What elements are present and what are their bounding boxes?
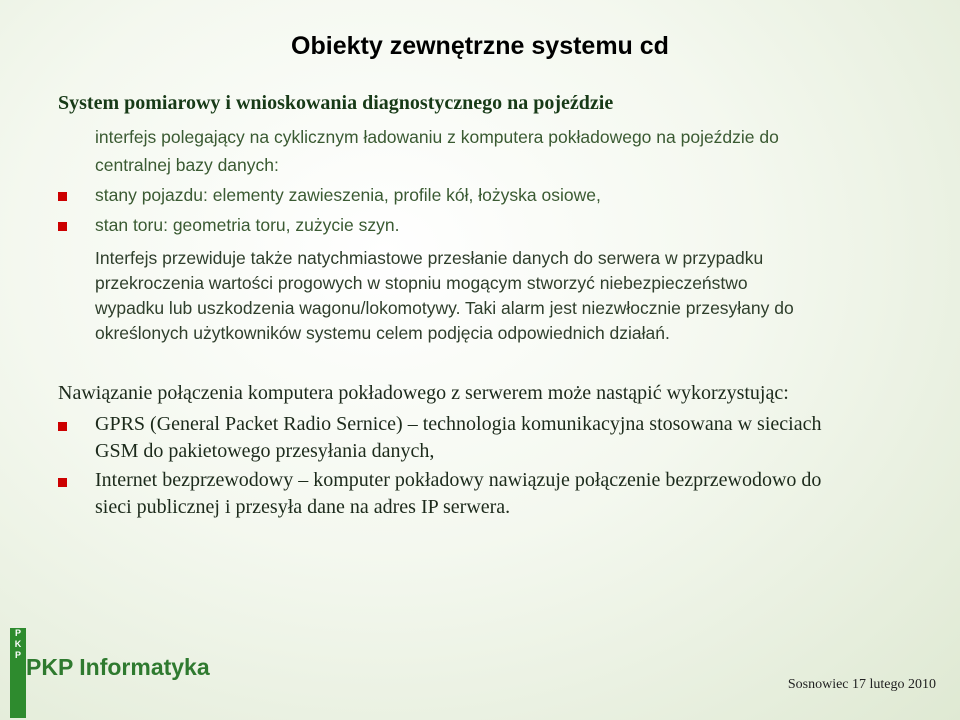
bullet-item: stany pojazdu: elementy zawieszenia, profile kół, łożyska osiowe,: [95, 185, 601, 205]
bullet-item: stan toru: geometria toru, zużycie szyn.: [95, 215, 400, 235]
brand-name: PKP Informatyka: [26, 654, 210, 680]
paragraph-line: wypadku lub uszkodzenia wagonu/lokomotywy. Taki alarm jest niezwłocznie przesyłany do: [95, 298, 794, 318]
bullet-marker: [58, 192, 67, 201]
logo-letter: K: [14, 639, 22, 649]
intro-line-2: centralnej bazy danych:: [95, 155, 279, 175]
logo-letter: P: [14, 650, 21, 660]
paragraph-line: Interfejs przewiduje także natychmiastowe przesłanie danych do serwera w przypadku: [95, 248, 764, 268]
section-heading-1: System pomiarowy i wnioskowania diagnostycznego na pojeździe: [58, 92, 614, 114]
logo-letter: P: [14, 628, 21, 638]
bullet-marker: [58, 422, 67, 431]
footer-date: Sosnowiec 17 lutego 2010: [787, 677, 936, 692]
bullet-marker: [58, 478, 67, 487]
bullet-item-line-1: GPRS (General Packet Radio Sernice) – technologia komunikacyjna stosowana w sieciach: [95, 413, 822, 435]
slide-title: Obiekty zewnętrzne systemu cd: [291, 32, 669, 60]
bullet-marker: [58, 222, 67, 231]
bullet-item-line-2: GSM do pakietowego przesyłania danych,: [95, 440, 435, 462]
paragraph-line: określonych użytkowników systemu celem podjęcia odpowiednich działań.: [95, 323, 670, 343]
intro-line-1: interfejs polegający na cyklicznym ładowaniu z komputera pokładowego na pojeździe do: [95, 127, 779, 147]
pkp-logo-icon: [10, 628, 26, 718]
bullet-item-line-2: sieci publicznej i przesyła dane na adres IP serwera.: [95, 496, 511, 518]
bullet-item-line-1: Internet bezprzewodowy – komputer pokładowy nawiązuje połączenie bezprzewodowo do: [95, 469, 822, 491]
section-heading-2: Nawiązanie połączenia komputera pokładowego z serwerem może nastąpić wykorzystując:: [58, 382, 789, 404]
paragraph-line: przekroczenia wartości progowych w stopniu mogącym stworzyć niebezpieczeństwo: [95, 273, 748, 293]
